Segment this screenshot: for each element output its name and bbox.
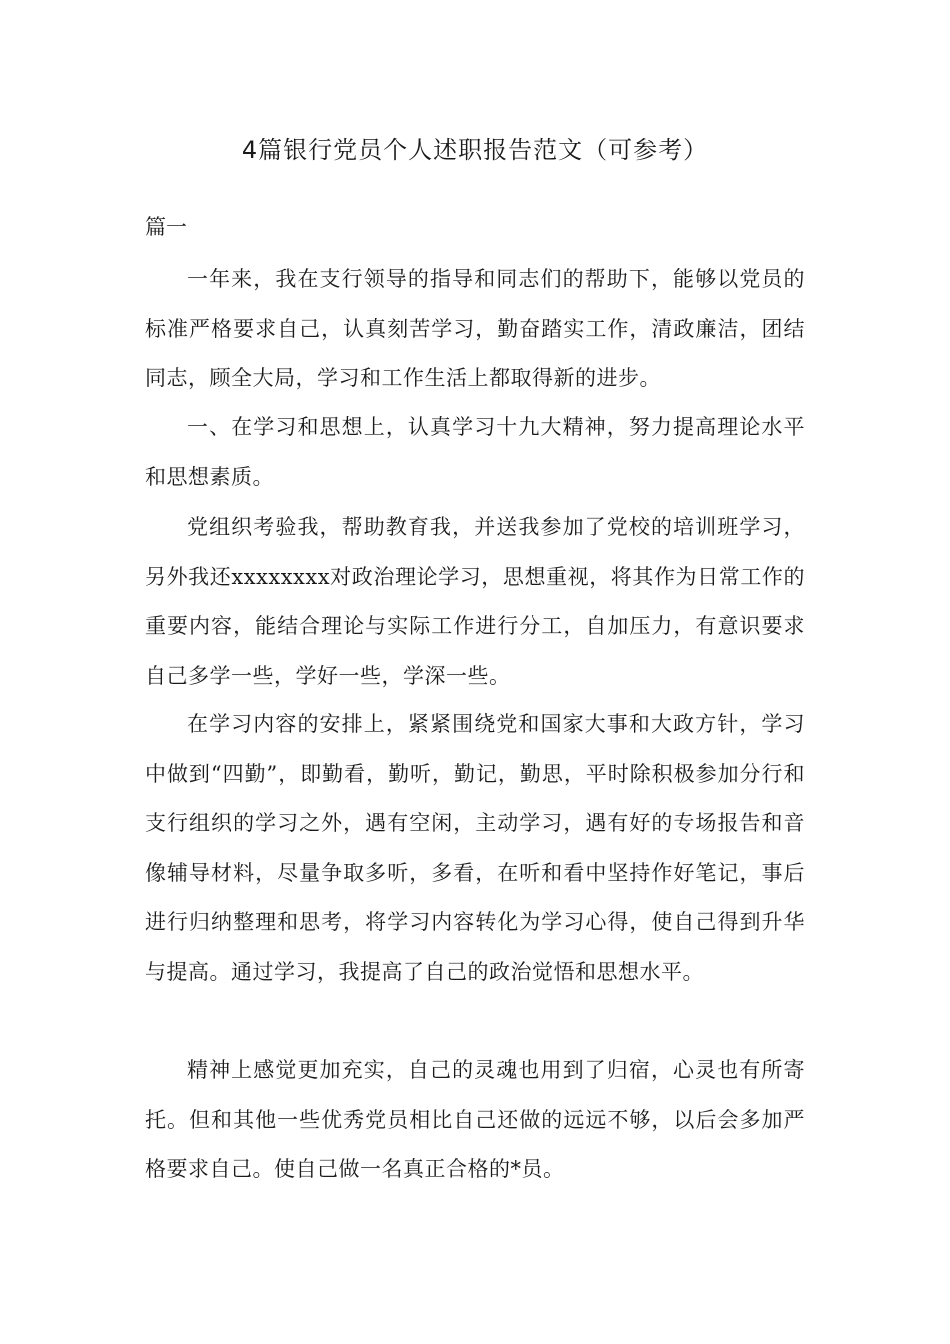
- paragraph: 精神上感觉更加充实，自己的灵魂也用到了归宿，心灵也有所寄托。但和其他一些优秀党员相比自己还做的远远不够，以后会多加严格要求自己。使自己做一名真正合格的*员。: [145, 1058, 805, 1181]
- paragraph: 一、在学习和思想上，认真学习十九大精神，努力提高理论水平和思想素质。: [145, 415, 805, 489]
- section-label: 篇一: [145, 215, 187, 239]
- document-title: 4篇银行党员个人述职报告范文（可参考）: [241, 136, 709, 164]
- paragraph: 在学习内容的安排上，紧紧围绕党和国家大事和大政方针，学习中做到“四勤”，即勤看，勤听，勤记，勤思，平时除积极参加分行和支行组织的学习之外，遇有空闲，主动学习，遇有好的专场报告和音像辅导材料，尽量争取多听，多看，在听和看中坚持作好笔记，事后进行归纳整理和思考，将学习内容转化为学习心得，使自己得到升华与提高。通过学习，我提高了自己的政治觉悟和思想水平。: [145, 712, 805, 984]
- paragraph: 党组织考验我，帮助教育我，并送我参加了党校的培训班学习，另外我还xxxxxxxx对政治理论学习，思想重视，将其作为日常工作的重要内容，能结合理论与实际工作进行分工，自加压力，有意识要求自己多学一些，学好一些，学深一些。: [145, 515, 805, 688]
- paragraph: 一年来，我在支行领导的指导和同志们的帮助下，能够以党员的标准严格要求自己，认真刻苦学习，勤奋踏实工作，清政廉洁，团结同志，顾全大局，学习和工作生活上都取得新的进步。: [145, 267, 805, 390]
